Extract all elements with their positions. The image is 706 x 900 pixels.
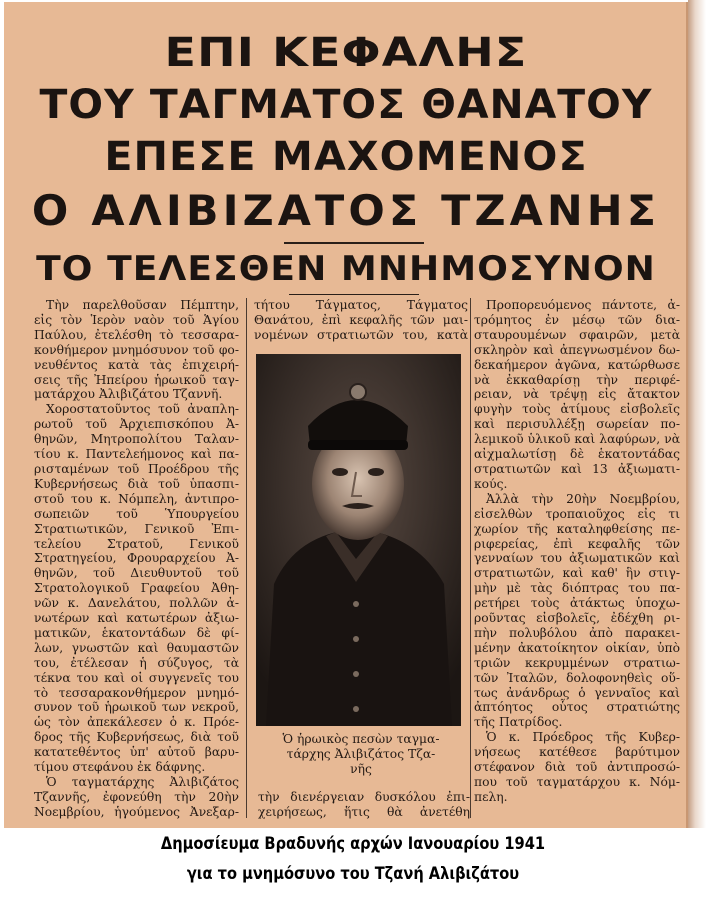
article-text-line: σταυρουμένων σφαιρῶν, μετὰ xyxy=(474,327,680,342)
article-text-line: Χοροστατοῦντος τοῦ ἀναπλη- xyxy=(46,402,239,417)
article-text-line: δεκαήμερον ἀγῶνα, κατώρθωσε xyxy=(474,357,680,372)
article-text-line: θηνῶν, Μητροπολίτου Ταλαν- xyxy=(34,432,239,447)
article-text-line: φυγὴν τοὺς ἀτίμους εἰσβολεῖς xyxy=(474,402,680,417)
article-text-line: θηνῶν, τοῦ Διευθυντοῦ τοῦ xyxy=(34,566,239,581)
article-text-line: ρετήρει τοὺς ἀτάκτως ὑποχω- xyxy=(474,596,680,611)
article-text-line: τριῶν κεκρυμμένων στρατιω- xyxy=(474,655,680,670)
article-text-line: τως ἀνάνδρως ὁ γενναῖος καὶ xyxy=(474,685,680,700)
newspaper-clipping xyxy=(4,2,688,828)
article-text-line: Ἀλλὰ τὴν 20ὴν Νοεμβρίου, xyxy=(486,491,680,506)
article-text-line: τελείου Στρατοῦ, Γενικοῦ xyxy=(34,536,239,551)
article-text-line: νῶν κ. Δανελάτου, πολλῶν ἀ- xyxy=(34,596,239,611)
article-text-line: στέφανον διὰ τοῦ ἀντιπροσώ- xyxy=(474,760,680,775)
article-text-line: τίου κ. Παντελεήμονος καὶ πα- xyxy=(34,447,239,462)
article-text-line: Στρατηγείου, Φρουραρχείου Ἀ- xyxy=(34,551,239,566)
article-text-line: καὶ περισυλλέξῃ σωρείαν πο- xyxy=(474,417,680,432)
caption-line: τάρχης Ἀλιβιζάτος Τζα- xyxy=(286,746,436,761)
article-text-line: ὡς τὸν ἀπεκάλεσεν ὁ κ. Πρόε- xyxy=(34,715,239,730)
article-text-line: νομένων στρατιωτῶν του, κατὰ xyxy=(254,327,468,342)
article-column-2-bottom xyxy=(258,790,470,820)
article-text-line: νευθέντος κατὰ τὰς ἐπιχειρή- xyxy=(34,357,239,372)
officer-portrait-image xyxy=(256,354,461,726)
caption-line: Ὁ ἡρωικὸς πεσὼν ταγμα- xyxy=(282,732,440,746)
article-text-line: τρόμητος ἐν μέσῳ τῶν δια- xyxy=(474,312,680,327)
article-text-line: κούς. xyxy=(474,476,508,491)
article-text-line: γενναίων του ἀξιωματικῶν καὶ xyxy=(474,551,680,566)
footer-caption-line-2: για το μνημόσυνο του Τζανή Αλιβιζάτου xyxy=(186,864,520,884)
article-text-line: ροῦντας εἰσβολεῖς, ἐδέχθη ρι- xyxy=(474,611,680,626)
article-text-line: Κυβερνήσεως διὰ τοῦ ὑπασπι- xyxy=(34,476,239,491)
article-text-line: στρατιωτῶν, καὶ καθ' ἣν στιγ- xyxy=(474,566,680,581)
article-text-line: τήτου Τάγματος, Τάγματος xyxy=(254,298,468,312)
article-text-line: Στρατιωτικῶν, Γενικοῦ Ἐπι- xyxy=(34,521,239,536)
article-text-line: που τοῦ ταγματάρχου κ. Νόμ- xyxy=(474,775,680,789)
article-text-line: λεμικοῦ ὑλικοῦ καὶ λαφύρων, νὰ xyxy=(474,432,680,447)
article-text-line: μὴν μὲ τὰς διόπτρας του πα- xyxy=(474,581,680,596)
article-text-line: Νοεμβρίου, ἡγούμενος Ἀνεξαρ- xyxy=(34,804,239,819)
article-text-line: τέκνα του καὶ οἱ συγγενεῖς του xyxy=(34,670,239,685)
article-text-line: σεις τῆς Ἠπείρου ἡρωικοῦ ταγ- xyxy=(34,372,239,387)
article-text-line: ματικῶν, ἑκατοντάδων δὲ φί- xyxy=(34,625,239,640)
article-text-line: πὴν πολυβόλου ἀπὸ παρακει- xyxy=(474,625,680,640)
portrait-photo xyxy=(256,354,461,726)
article-text-line: δρος τῆς Κυβερνήσεως, διὰ τοῦ xyxy=(34,730,239,745)
article-text-line: ματάρχου Ἀλιβιζάτου Τζαννῆ. xyxy=(34,387,223,402)
article-text-line: λων, γνωστῶν καὶ θαυμαστῶν xyxy=(34,640,239,655)
photo-caption xyxy=(254,732,468,777)
article-text-line: ρειαν, νὰ τρέψῃ εἰς ἄτακτον xyxy=(474,387,680,402)
article-text-line: Ὁ κ. Πρόεδρος τῆς Κυβερ- xyxy=(486,730,680,745)
article-text-line: μένην ἀκατοίκητον οἰκίαν, ὑπὸ xyxy=(474,640,680,655)
subhead-divider xyxy=(289,294,419,295)
article-text-line: ρισταμένων τοῦ Προέδρου τῆς xyxy=(34,461,239,476)
article-text-line: νωτέρων καὶ κατωτέρων ἀξιω- xyxy=(34,611,239,626)
article-column-3 xyxy=(474,298,680,805)
article-text-line: σκληρὸν καὶ ἀπεγνωσμένον δω- xyxy=(474,342,680,357)
article-text-line: σωπειῶν τοῦ Ὑπουργείου xyxy=(34,506,239,521)
article-text-line: ἀπτόητος οὗτος στρατιώτης xyxy=(474,700,680,715)
footer-caption-line-1: Δημοσίευμα Βραδυνής αρχών Ιανουαρίου 1941 xyxy=(160,834,546,854)
article-text-line: νήσεως κατέθεσε βαρύτιμον xyxy=(474,745,680,760)
article-text-line: τῶν Ἰταλῶν, δολοφονηθεὶς οὕ- xyxy=(474,670,680,685)
article-text-line: συνον τοῦ ἡρωικοῦ των νεκροῦ, xyxy=(34,700,239,715)
article-text-line: στρατιωτῶν καὶ 13 ἀξιωματι- xyxy=(474,461,680,476)
article-text-line: χειρήσεως, ἥτις θὰ ἀνετέθη xyxy=(258,804,470,819)
article-text-line: τίμου στεφάνου ἐκ δάφνης. xyxy=(34,760,206,775)
subheadline: ΤΟ ΤΕΛΕΣΘΕΝ ΜΝΗΜΟΣΥΝΟΝ xyxy=(36,249,656,289)
article-text-line: τῆς Πατρίδος. xyxy=(474,715,563,730)
headline-line-4: Ο ΑΛΙΒΙΖΑΤΟΣ ΤΖΑΝΗΣ xyxy=(31,186,661,235)
page-edge-shadow xyxy=(688,0,706,828)
article-text-line: πελη. xyxy=(474,789,508,804)
caption-line: νῆς xyxy=(350,761,372,776)
article-text-line: Τὴν παρελθοῦσαν Πέμπτην, xyxy=(46,298,239,312)
article-text-line: Τζαννῆς, ἐφονεύθη τὴν 20ὴν xyxy=(34,789,239,804)
article-text-line: Στρατολογικοῦ Γραφείου Ἀθη- xyxy=(34,581,239,596)
headline-line-1: ΕΠΙ ΚΕΦΑΛΗΣ xyxy=(164,30,528,76)
headline-line-3: ΕΠΕΣΕ ΜΑΧΟΜΕΝΟΣ xyxy=(104,134,588,180)
headline-line-2: ΤΟΥ ΤΑΓΜΑΤΟΣ ΘΑΝΑΤΟΥ xyxy=(39,82,653,128)
article-text-line: τὴν διενέργειαν δυσκόλου ἐπι- xyxy=(258,790,470,804)
column-divider-2 xyxy=(470,298,471,818)
column-divider-1 xyxy=(246,298,247,818)
article-text-line: Παύλου, ἐτελέσθη τὸ τεσσαρα- xyxy=(34,327,239,342)
article-text-line: ρωτοῦ τοῦ Ἀρχιεπισκόπου Ἀ- xyxy=(34,417,239,432)
article-text-line: Θανάτου, ἐπὶ κεφαλῆς τῶν μαι- xyxy=(254,312,468,327)
article-text-line: εἰσελθὼν τροπαιοῦχος εἰς τι xyxy=(474,506,680,521)
article-text-line: του, ἐτέλεσαν ἡ σύζυγος, τὰ xyxy=(34,655,239,670)
headline-divider xyxy=(284,242,424,244)
article-text-line: κατατεθέντος ὑπ' αὐτοῦ βαρυ- xyxy=(34,745,239,760)
article-column-1 xyxy=(34,298,239,820)
article-text-line: αἰχμαλωτίσῃ δὲ ἑκατοντάδας xyxy=(474,447,680,462)
article-text-line: στοῦ του κ. Νόμπελη, ἀντιπρο- xyxy=(34,491,239,506)
article-text-line: χωρίον τῆς καταληφθείσης πε- xyxy=(474,521,680,536)
article-text-line: νὰ ἐκκαθαρίσῃ τὴν περιφέ- xyxy=(474,372,680,387)
article-text-line: ριφερείας, ἐπὶ κεφαλῆς τῶν xyxy=(474,536,680,551)
article-text-line: εἰς τὸν Ἱερὸν ναὸν τοῦ Ἁγίου xyxy=(34,312,239,327)
article-text-line: τὸ τεσσαρακονθήμερον μνημό- xyxy=(34,685,239,700)
article-text-line: κονθήμερον μνημόσυνον τοῦ φο- xyxy=(34,342,239,357)
article-text-line: Προπορευόμενος πάντοτε, ἀ- xyxy=(486,298,680,312)
article-text-line: Ὁ ταγματάρχης Ἀλιβιζάτος xyxy=(46,775,239,789)
article-column-2-top xyxy=(254,298,468,343)
